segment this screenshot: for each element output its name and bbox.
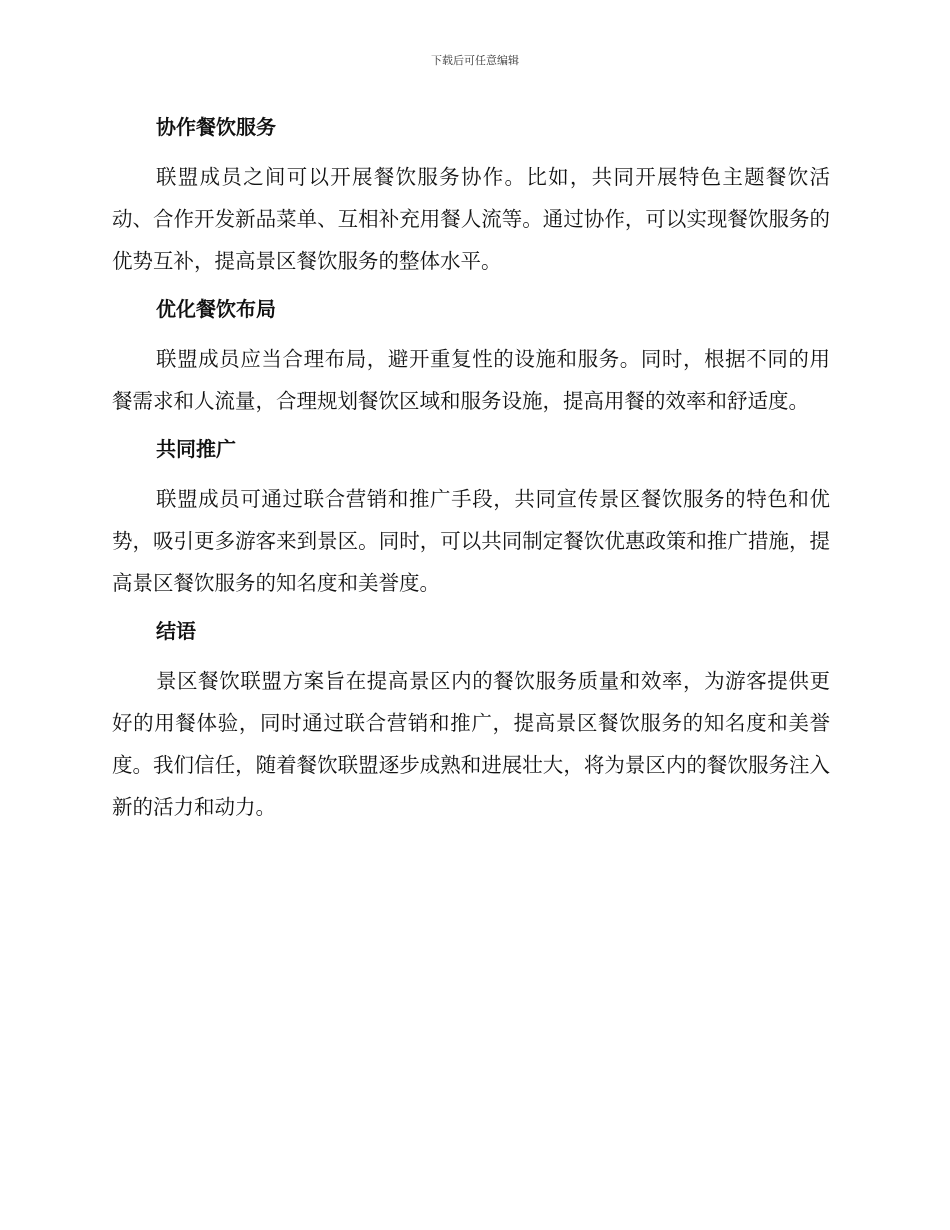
section-paragraph: 联盟成员可通过联合营销和推广手段，共同宣传景区餐饮服务的特色和优势，吸引更多游客来到景区。同时，可以共同制定餐饮优惠政策和推广措施，提高景区餐饮服务的知名度和美誉度。 — [112, 487, 830, 595]
section-optimize-layout — [112, 294, 830, 422]
section-paragraph: 联盟成员之间可以开展餐饮服务协作。比如，共同开展特色主题餐饮活动、合作开发新品菜单、互相补充用餐人流等。通过协作，可以实现餐饮服务的优势互补，提高景区餐饮服务的整体水平。 — [112, 165, 830, 273]
section-heading: 共同推广 — [156, 437, 236, 461]
section-joint-promotion — [112, 434, 830, 604]
document-body — [112, 112, 830, 840]
section-conclusion — [112, 616, 830, 828]
section-heading: 协作餐饮服务 — [156, 115, 276, 139]
section-paragraph: 联盟成员应当合理布局，避开重复性的设施和服务。同时，根据不同的用餐需求和人流量，合理规划餐饮区域和服务设施，提高用餐的效率和舒适度。 — [112, 347, 830, 413]
section-heading: 优化餐饮布局 — [156, 297, 276, 321]
page-header: 下载后可任意编辑 — [431, 54, 519, 67]
section-heading: 结语 — [156, 619, 196, 643]
section-collaborative-dining — [112, 112, 830, 282]
section-paragraph: 景区餐饮联盟方案旨在提高景区内的餐饮服务质量和效率，为游客提供更好的用餐体验，同时通过联合营销和推广，提高景区餐饮服务的知名度和美誉度。我们信任，随着餐饮联盟逐步成熟和进展壮大，将为景区内的餐饮服务注入新的活力和动力。 — [112, 669, 830, 819]
